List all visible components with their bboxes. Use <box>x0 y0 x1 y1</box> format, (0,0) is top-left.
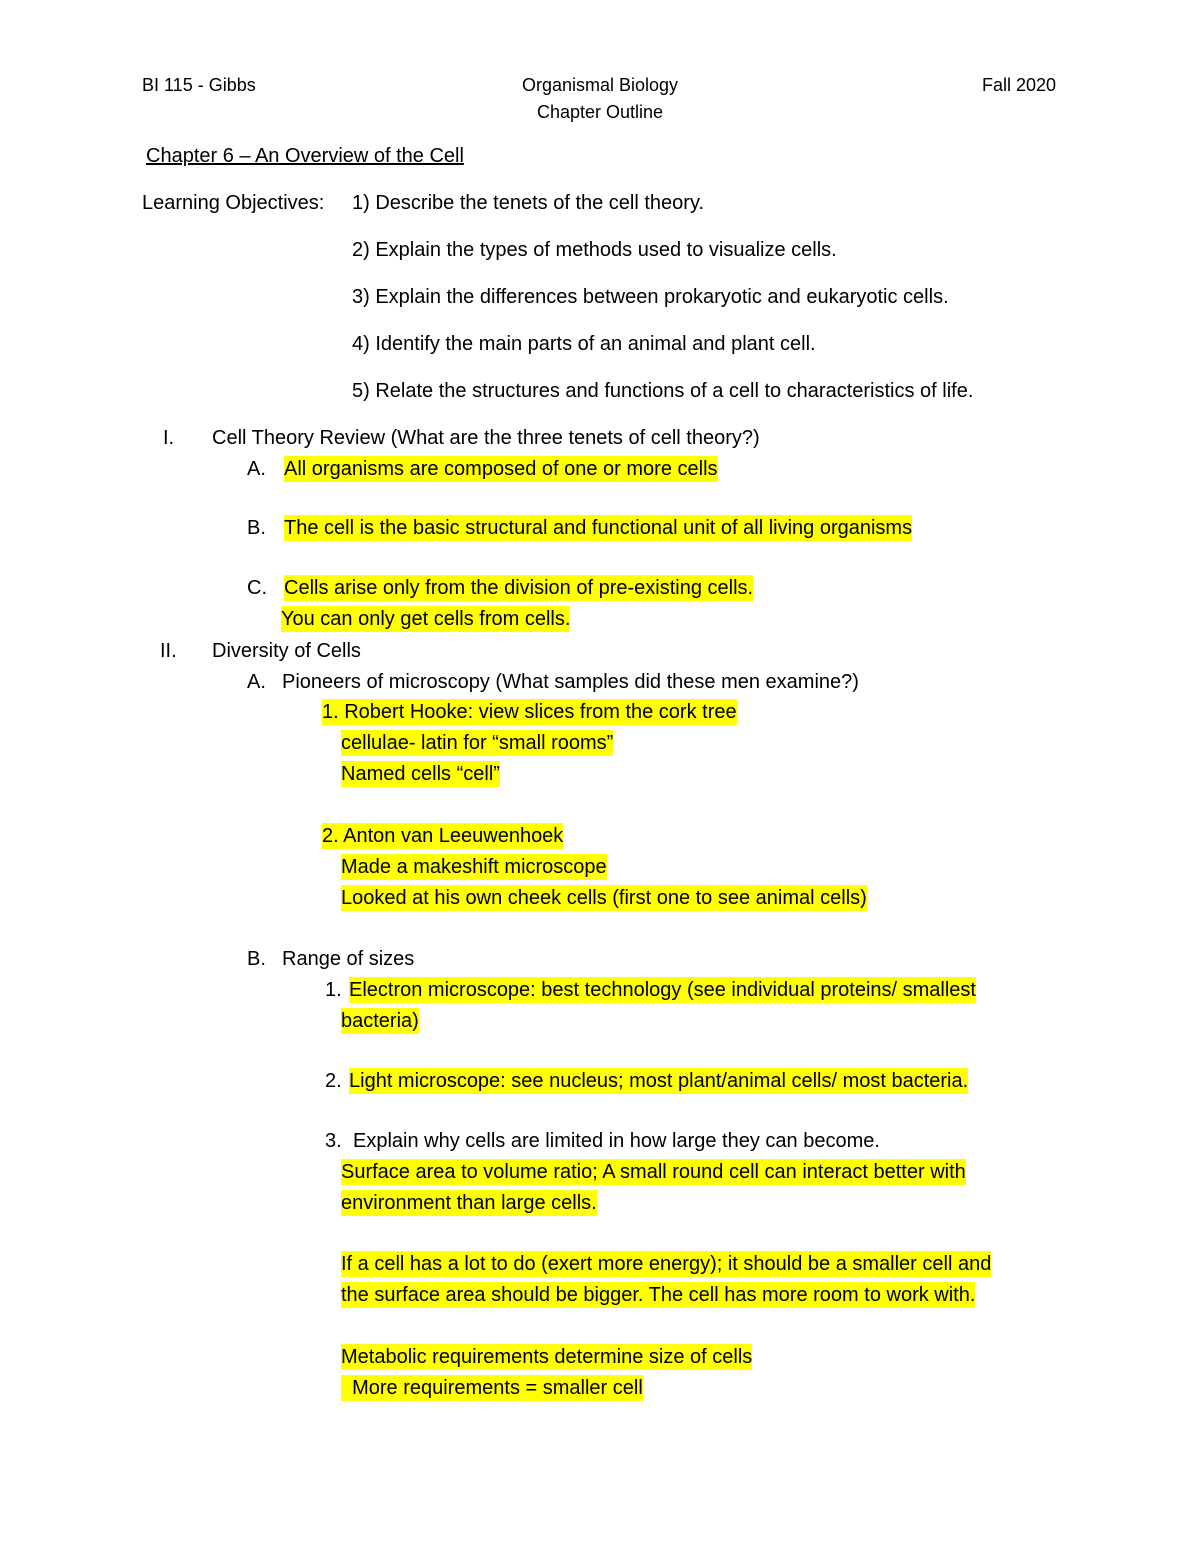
list-marker: 2. <box>325 1070 342 1092</box>
highlighted-answer: 1. Robert Hooke: view slices from the cork tree <box>322 701 737 723</box>
highlighted-answer: If a cell has a lot to do (exert more energy); it should be a smaller cell and <box>341 1253 992 1275</box>
highlighted-answer: 2. Anton van Leeuwenhoek <box>322 825 564 847</box>
highlighted-answer: cellulae- latin for “small rooms” <box>341 732 614 754</box>
list-marker: B. <box>247 948 266 970</box>
highlighted-answer: You can only get cells from cells. <box>281 608 571 630</box>
header-title: Organismal Biology <box>521 75 679 95</box>
header-course: BI 115 - Gibbs <box>142 75 256 95</box>
section-1-numeral: I. <box>163 427 175 449</box>
objective-item: 5) Relate the structures and functions of a cell to characteristics of life. <box>352 380 974 402</box>
list-marker: A. <box>247 458 266 480</box>
list-marker: A. <box>247 671 266 693</box>
highlighted-answer: environment than large cells. <box>341 1192 597 1214</box>
section-1-title: Cell Theory Review (What are the three tenets of cell theory?) <box>212 427 760 449</box>
highlighted-answer: Cells arise only from the division of pre-existing cells. <box>284 577 754 599</box>
highlighted-answer: The cell is the basic structural and functional unit of all living organisms <box>284 517 913 539</box>
chapter-title: Chapter 6 – An Overview of the Cell <box>146 145 464 167</box>
highlighted-answer: All organisms are composed of one or more cells <box>284 458 718 480</box>
header-term: Fall 2020 <box>982 75 1057 95</box>
highlighted-answer: More requirements = smaller cell <box>341 1377 643 1399</box>
objective-item: 4) Identify the main parts of an animal and plant cell. <box>352 333 816 355</box>
list-marker: C. <box>247 577 267 599</box>
highlighted-answer: bacteria) <box>341 1010 419 1032</box>
objective-item: 1) Describe the tenets of the cell theory. <box>352 192 705 214</box>
list-marker: 1. <box>325 979 342 1001</box>
question-text: Explain why cells are limited in how large they can become. <box>353 1130 880 1152</box>
objectives-label: Learning Objectives: <box>142 192 325 214</box>
highlighted-answer: Made a makeshift microscope <box>341 856 607 878</box>
list-marker: B. <box>247 517 266 539</box>
highlighted-answer: Metabolic requirements determine size of cells <box>341 1346 753 1368</box>
section-2-title: Diversity of Cells <box>212 640 361 662</box>
highlighted-answer: Looked at his own cheek cells (first one to see animal cells) <box>341 887 867 909</box>
highlighted-answer: Light microscope: see nucleus; most plant/animal cells/ most bacteria. <box>349 1070 969 1092</box>
list-marker: 3. <box>325 1130 342 1152</box>
highlighted-answer: Electron microscope: best technology (see individual proteins/ smallest <box>349 979 976 1001</box>
subsection-title: Pioneers of microscopy (What samples did these men examine?) <box>282 671 859 693</box>
section-2-numeral: II. <box>160 640 177 662</box>
objective-item: 2) Explain the types of methods used to visualize cells. <box>352 239 837 261</box>
objective-item: 3) Explain the differences between prokaryotic and eukaryotic cells. <box>352 286 949 308</box>
highlighted-answer: Surface area to volume ratio; A small round cell can interact better with <box>341 1161 966 1183</box>
highlighted-answer: the surface area should be bigger. The cell has more room to work with. <box>341 1284 976 1306</box>
header-subtitle: Chapter Outline <box>536 102 664 122</box>
highlighted-answer: Named cells “cell” <box>341 763 500 785</box>
subsection-title: Range of sizes <box>282 948 415 970</box>
